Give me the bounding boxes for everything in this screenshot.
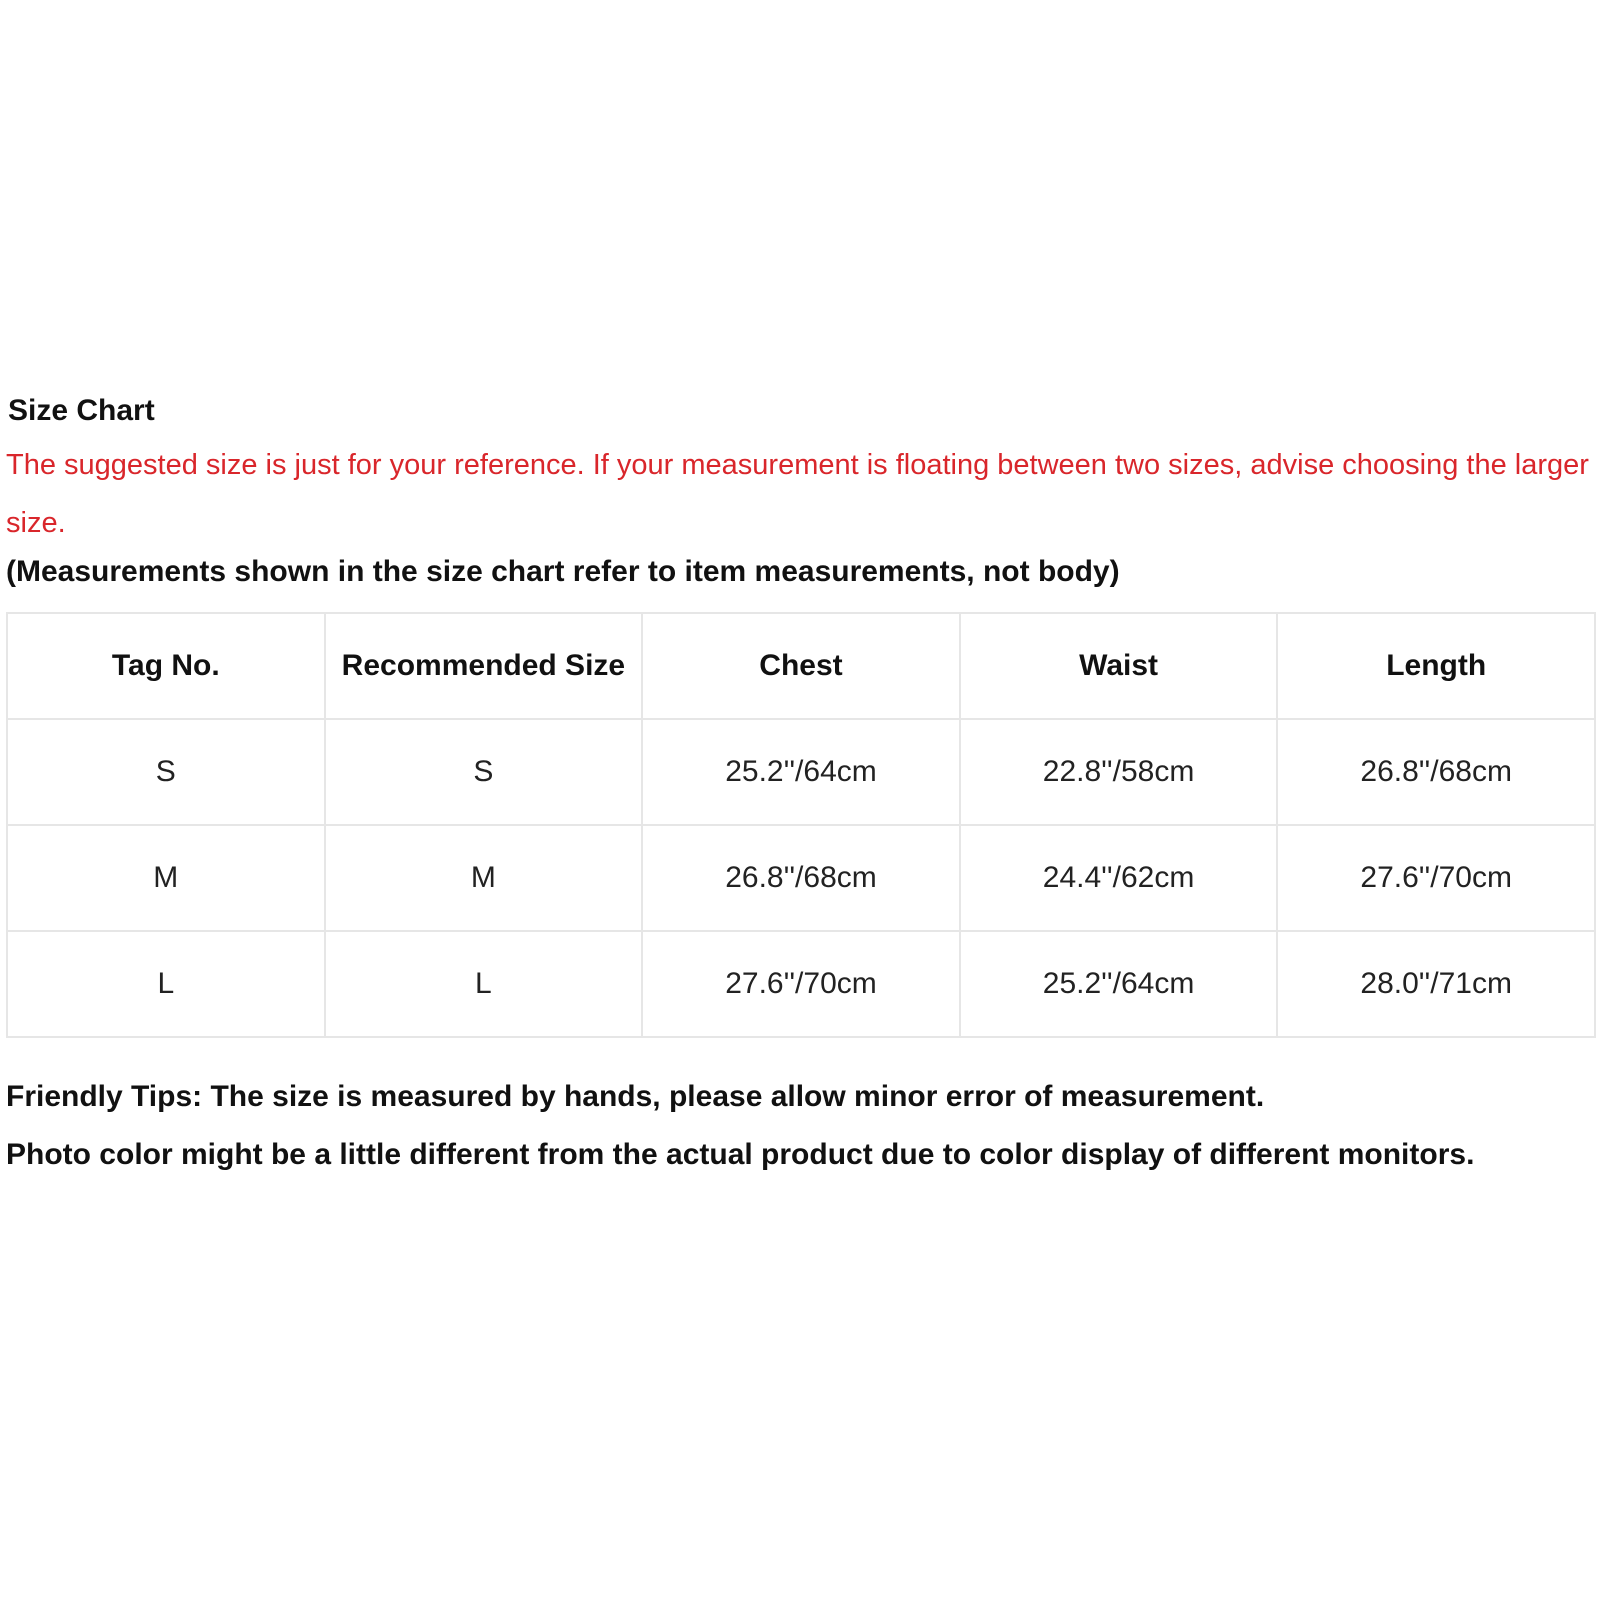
- header-tag-no: Tag No.: [7, 613, 325, 719]
- header-recommended-size: Recommended Size: [325, 613, 643, 719]
- size-notice: The suggested size is just for your reference. If your measurement is floating between two sizes, advise choosing the larger size.: [6, 449, 1589, 539]
- cell-waist: 22.8''/58cm: [960, 719, 1278, 825]
- tip-measurement: Friendly Tips: The size is measured by hands, please allow minor error of measurement.: [6, 1080, 1265, 1113]
- measurement-note: (Measurements shown in the size chart refer to item measurements, not body): [6, 555, 1120, 588]
- table-header-row: [7, 613, 1595, 719]
- cell-tag-no: L: [7, 931, 325, 1037]
- size-table: [6, 612, 1596, 1038]
- header-waist: Waist: [960, 613, 1278, 719]
- cell-recommended-size: L: [325, 931, 643, 1037]
- cell-tag-no: S: [7, 719, 325, 825]
- cell-chest: 25.2''/64cm: [642, 719, 960, 825]
- cell-waist: 25.2''/64cm: [960, 931, 1278, 1037]
- tip-photo-color: Photo color might be a little different from the actual product due to color display of different monitors.: [6, 1138, 1475, 1171]
- size-chart-section: [6, 392, 1596, 1184]
- friendly-tips: [6, 1068, 1596, 1184]
- cell-length: 27.6''/70cm: [1277, 825, 1595, 931]
- header-length: Length: [1277, 613, 1595, 719]
- cell-tag-no: M: [7, 825, 325, 931]
- cell-length: 26.8''/68cm: [1277, 719, 1595, 825]
- table-row: [7, 825, 1595, 931]
- table-row: [7, 931, 1595, 1037]
- cell-waist: 24.4''/62cm: [960, 825, 1278, 931]
- page-title: Size Chart: [8, 394, 155, 427]
- cell-chest: 26.8''/68cm: [642, 825, 960, 931]
- cell-length: 28.0''/71cm: [1277, 931, 1595, 1037]
- cell-chest: 27.6''/70cm: [642, 931, 960, 1037]
- cell-recommended-size: M: [325, 825, 643, 931]
- cell-recommended-size: S: [325, 719, 643, 825]
- header-chest: Chest: [642, 613, 960, 719]
- table-row: [7, 719, 1595, 825]
